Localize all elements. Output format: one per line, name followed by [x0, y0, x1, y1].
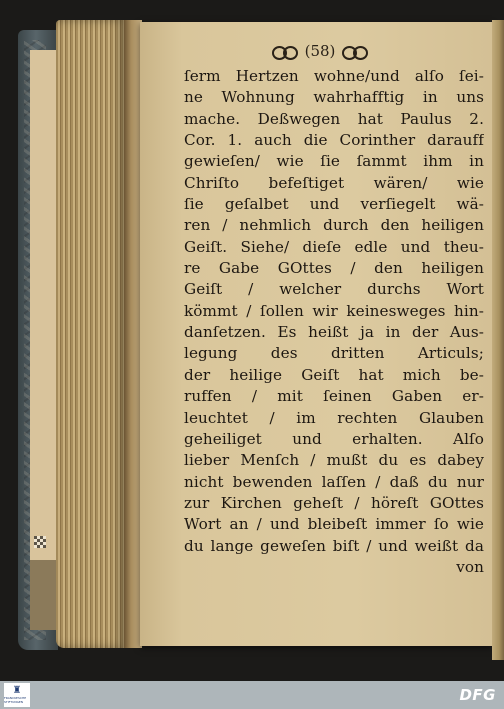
page-header	[250, 40, 390, 62]
text-line: nicht bewenden laſſen / daß du nur	[184, 472, 484, 491]
catchword: von	[456, 557, 484, 576]
text-line: kömmt / ſollen wir keinesweges hin-	[184, 301, 484, 320]
text-line: Wort an / und bleibeſt immer ſo wie	[184, 515, 484, 534]
text-line: ren / nehmlich durch den heiligen	[184, 216, 484, 235]
text-line: lieber Menſch / mußt du es dabey	[184, 451, 484, 470]
pastedown-lower	[30, 560, 56, 630]
page-edge-right	[492, 20, 504, 660]
header-ornament-right-icon	[341, 44, 369, 58]
text-line: Cor. 1. auch die Corinther darauff	[184, 131, 484, 150]
text-line: ſerm Hertzen wohne/und alſo ſei-	[184, 67, 484, 85]
francke-logo-caption: FRANCKESCHE STIFTUNGEN	[4, 696, 27, 704]
dfg-logo[interactable]: DFG	[459, 686, 496, 704]
book	[18, 20, 504, 652]
text-line: ſie geſalbet und verſiegelt wä-	[184, 195, 484, 214]
text-line: Chriſto befeſtiget wären/ wie	[184, 173, 484, 192]
text-line: danſetzen. Es heißt ja in der Aus-	[184, 323, 484, 342]
text-line: Geiſt. Siehe/ dieſe edle und theu-	[184, 237, 484, 256]
text-line: geheiliget und erhalten. Alſo	[184, 429, 484, 448]
pastedown-paper	[30, 50, 56, 560]
text-line: legung des dritten Articuls;	[184, 344, 484, 363]
page-stack-left	[56, 20, 126, 648]
viewer-footer-bar	[0, 681, 504, 709]
header-ornament-left-icon	[271, 44, 299, 58]
text-line: mache. Deßwegen hat Paulus 2.	[184, 109, 484, 128]
francke-logo-icon: ♜	[12, 685, 22, 696]
text-line: leuchtet / im rechten Glauben	[184, 408, 484, 427]
text-line: ne Wohnung wahrhafftig in uns	[184, 88, 484, 107]
text-line: du lange geweſen biſt / und weißt da	[184, 536, 484, 555]
francke-foundation-logo[interactable]	[4, 683, 30, 707]
text-line: gewieſen/ wie ſie ſammt ihm in	[184, 152, 484, 171]
text-line: Geiſt / welcher durchs Wort	[184, 280, 484, 299]
page-number: (58)	[304, 42, 336, 60]
book-page	[140, 22, 492, 646]
text-line: ruffen / mit ſeinen Gaben er-	[184, 387, 484, 406]
page-text	[184, 66, 484, 578]
text-line: der heilige Geiſt hat mich be-	[184, 365, 484, 384]
text-line: re Gabe GOttes / den heiligen	[184, 259, 484, 278]
checkered-corner-mark	[34, 536, 46, 548]
text-line: zur Kirchen geheſt / höreſt GOttes	[184, 493, 484, 512]
